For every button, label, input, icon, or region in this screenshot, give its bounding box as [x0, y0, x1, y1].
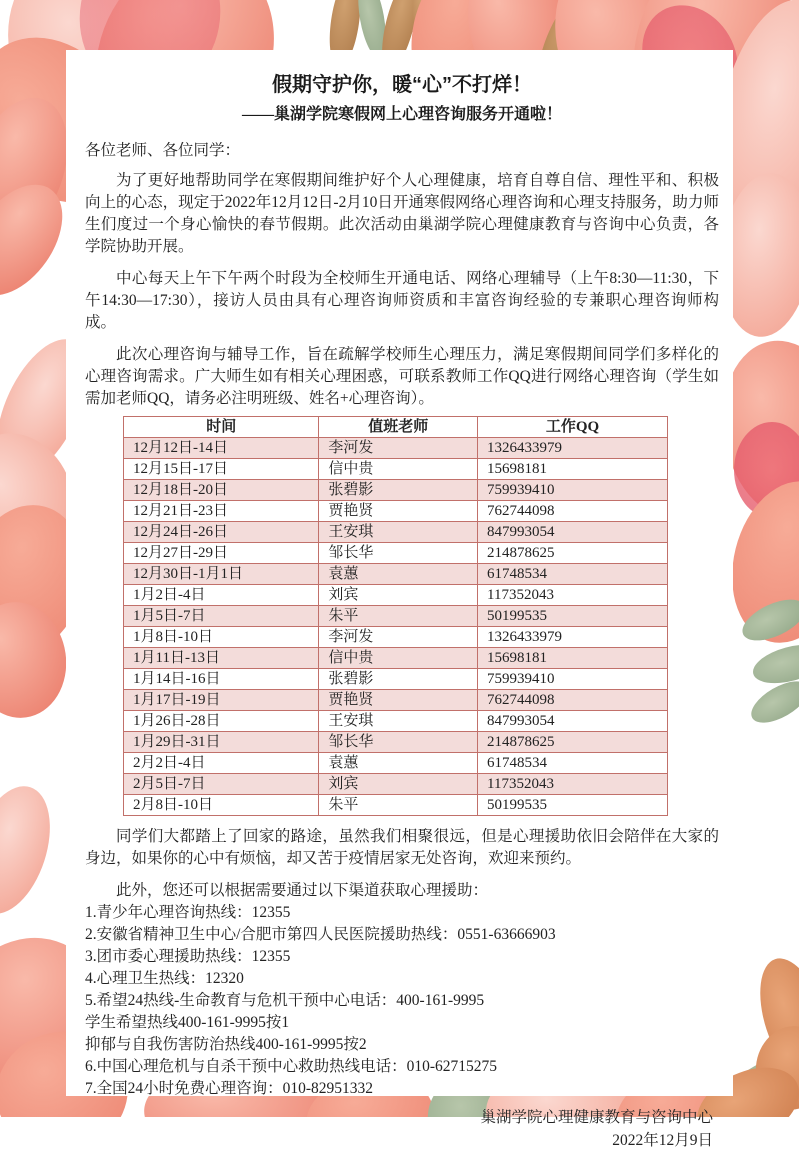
- table-cell: 张碧影: [319, 669, 478, 690]
- table-cell: 1326433979: [478, 438, 668, 459]
- table-cell: 1月29日-31日: [124, 732, 319, 753]
- table-cell: 王安琪: [319, 522, 478, 543]
- table-row: [124, 564, 668, 585]
- table-cell: 214878625: [478, 732, 668, 753]
- table-cell: 袁蕙: [319, 564, 478, 585]
- table-header: [124, 417, 668, 438]
- table-row: [124, 795, 668, 816]
- table-cell: 50199535: [478, 795, 668, 816]
- table-cell: 1326433979: [478, 627, 668, 648]
- hotline-item: 6.中国心理危机与自杀干预中心救助热线电话：010-62715275: [85, 1058, 498, 1075]
- table-cell: 邹长华: [319, 543, 478, 564]
- table-cell: 12月15日-17日: [124, 459, 319, 480]
- table-row: [124, 543, 668, 564]
- signature-block: [85, 1106, 713, 1152]
- table-row: [124, 648, 668, 669]
- table-row: [124, 690, 668, 711]
- notice-document: [66, 50, 733, 1149]
- table-cell: 邹长华: [319, 732, 478, 753]
- table-cell: 15698181: [478, 648, 668, 669]
- table-cell: 朱平: [319, 606, 478, 627]
- table-row: [124, 732, 668, 753]
- table-cell: 刘宾: [319, 774, 478, 795]
- table-cell: 759939410: [478, 480, 668, 501]
- table-row: [124, 606, 668, 627]
- table-row: [124, 459, 668, 480]
- table-cell: 12月21日-23日: [124, 501, 319, 522]
- table-cell: 61748534: [478, 753, 668, 774]
- table-row: [124, 585, 668, 606]
- table-cell: 李河发: [319, 438, 478, 459]
- column-header-time: 时间: [124, 417, 319, 438]
- table-cell: 762744098: [478, 501, 668, 522]
- page-subtitle: ——巢湖学院寒假网上心理咨询服务开通啦！: [241, 106, 562, 123]
- table-cell: 12月18日-20日: [124, 480, 319, 501]
- table-cell: 1月11日-13日: [124, 648, 319, 669]
- table-cell: 1月26日-28日: [124, 711, 319, 732]
- table-row: [124, 753, 668, 774]
- salutation: 各位老师、各位同学：: [85, 142, 241, 159]
- table-row: [124, 438, 668, 459]
- hotline-item: 5.希望24热线-生命教育与危机干预中心电话：400-161-9995: [85, 992, 485, 1009]
- paragraphs: [85, 170, 719, 410]
- table-cell: 50199535: [478, 606, 668, 627]
- hotline-item: 学生希望热线400-161-9995按1: [85, 1014, 290, 1031]
- table-row: [124, 774, 668, 795]
- table-cell: 信中贵: [319, 459, 478, 480]
- paragraph: 中心每天上午下午两个时段为全校师生开通电话、网络心理辅导（上午8:30—11:30，下午14:30—17:30），接访人员由具有心理咨询师资质和丰富咨询经验的专兼职心理咨询师构成。: [85, 270, 719, 331]
- table-row: [124, 480, 668, 501]
- table-cell: 2月2日-4日: [124, 753, 319, 774]
- table-row: [124, 627, 668, 648]
- column-header-teacher: 值班老师: [319, 417, 478, 438]
- table-cell: 朱平: [319, 795, 478, 816]
- channels-intro: 此外，您还可以根据需要通过以下渠道获取心理援助：: [116, 882, 489, 899]
- table-cell: 1月14日-16日: [124, 669, 319, 690]
- table-header-row: [124, 417, 668, 438]
- hotline-item: 1.青少年心理咨询热线：12355: [85, 904, 291, 921]
- table-cell: 贾艳贤: [319, 501, 478, 522]
- duty-schedule-table: [123, 416, 668, 816]
- table-cell: 12月30日-1月1日: [124, 564, 319, 585]
- table-cell: 214878625: [478, 543, 668, 564]
- table-cell: 1月2日-4日: [124, 585, 319, 606]
- table-cell: 张碧影: [319, 480, 478, 501]
- table-row: [124, 669, 668, 690]
- table-cell: 12月12日-14日: [124, 438, 319, 459]
- column-header-qq: 工作QQ: [478, 417, 668, 438]
- hotline-item: 2.安徽省精神卫生中心/合肥市第四人民医院援助热线：0551-63666903: [85, 926, 556, 943]
- paragraph: 为了更好地帮助同学在寒假期间维护好个人心理健康，培育自尊自信、理性平和、积极向上的心态，现定于2022年12月12日-2月10日开通寒假网络心理咨询和心理支持服务，助力师生们度过一个身心愉快的春节假期。此次活动由巢湖学院心理健康教育与咨询中心负责，各学院协助开展。: [85, 172, 719, 255]
- table-row: [124, 522, 668, 543]
- hotline-item: 抑郁与自我伤害防治热线400-161-9995按2: [85, 1036, 367, 1053]
- signature-org: 巢湖学院心理健康教育与咨询中心: [480, 1109, 713, 1126]
- paragraph: 此次心理咨询与辅导工作，旨在疏解学校师生心理压力，满足寒假期间同学们多样化的心理咨询需求。广大师生如有相关心理困惑，可联系教师工作QQ进行网络心理咨询（学生如需加老师QQ，请务必注明班级、姓名+心理咨询）。: [85, 346, 719, 407]
- table-row: [124, 501, 668, 522]
- signature-date: 2022年12月9日: [612, 1132, 713, 1149]
- hotline-item: 3.团市委心理援助热线：12355: [85, 948, 291, 965]
- table-cell: 117352043: [478, 585, 668, 606]
- table-cell: 1月17日-19日: [124, 690, 319, 711]
- table-cell: 1月8日-10日: [124, 627, 319, 648]
- table-cell: 王安琪: [319, 711, 478, 732]
- page-title: 假期守护你，暖“心”不打烊！: [272, 74, 532, 96]
- table-cell: 15698181: [478, 459, 668, 480]
- table-cell: 刘宾: [319, 585, 478, 606]
- table-cell: 12月24日-26日: [124, 522, 319, 543]
- table-cell: 贾艳贤: [319, 690, 478, 711]
- table-cell: 2月8日-10日: [124, 795, 319, 816]
- table-cell: 2月5日-7日: [124, 774, 319, 795]
- hotline-item: 7.全国24小时免费心理咨询：010-82951332: [85, 1080, 374, 1097]
- table-cell: 61748534: [478, 564, 668, 585]
- table-cell: 117352043: [478, 774, 668, 795]
- schedule-table-body: [124, 438, 668, 816]
- closing-paragraph: 同学们大都踏上了回家的路途，虽然我们相聚很远，但是心理援助依旧会陪伴在大家的身边，如果你的心中有烦恼，却又苦于疫情居家无处咨询，欢迎来预约。: [85, 828, 719, 867]
- hotline-list: [85, 902, 719, 1100]
- table-cell: 12月27日-29日: [124, 543, 319, 564]
- table-cell: 袁蕙: [319, 753, 478, 774]
- table-cell: 762744098: [478, 690, 668, 711]
- table-row: [124, 711, 668, 732]
- table-cell: 847993054: [478, 522, 668, 543]
- table-cell: 759939410: [478, 669, 668, 690]
- table-cell: 信中贵: [319, 648, 478, 669]
- table-cell: 1月5日-7日: [124, 606, 319, 627]
- hotline-item: 4.心理卫生热线：12320: [85, 970, 244, 987]
- table-cell: 847993054: [478, 711, 668, 732]
- table-cell: 李河发: [319, 627, 478, 648]
